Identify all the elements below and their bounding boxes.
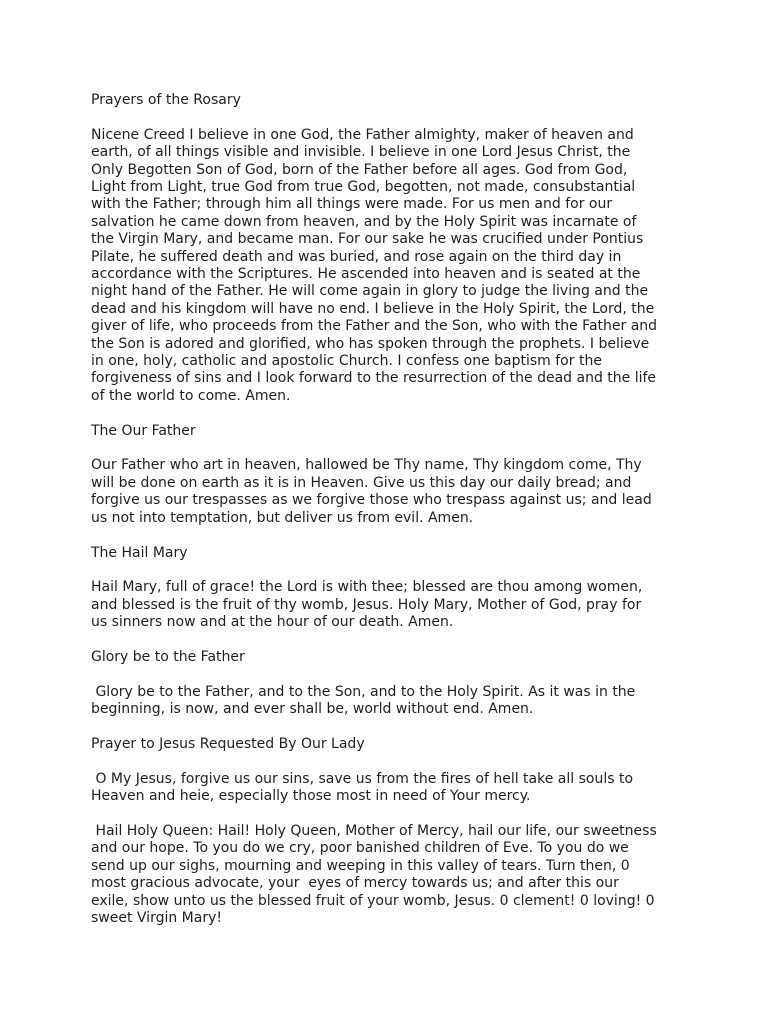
text-line: with the Father; through him all things were made. For us men and for our <box>91 196 613 213</box>
text-line: Nicene Creed I believe in one God, the Father almighty, maker of heaven and <box>91 126 634 143</box>
text-line: forgiveness of sins and I look forward to the resurrection of the dead and the life <box>91 370 657 387</box>
prayer-paragraph <box>91 127 691 406</box>
text-line: and blessed is the fruit of thy womb, Jesus. Holy Mary, Mother of God, pray for <box>91 596 642 613</box>
text-line: exile, show unto us the blessed fruit of your womb, Jesus. 0 clement! 0 loving! 0 <box>91 892 655 909</box>
prayer-paragraph <box>91 684 691 719</box>
text-line: Only Begotten Son of God, born of the Father before all ages. God from God, <box>91 161 628 178</box>
text-line: earth, of all things visible and invisible. I believe in one Lord Jesus Christ, the <box>91 144 631 161</box>
text-line: The Hail Mary <box>91 544 188 561</box>
text-line: in one, holy, catholic and apostolic Church. I confess one baptism for the <box>91 353 602 370</box>
text-line: Pilate, he suffered death and was buried, and rose again on the third day in <box>91 248 622 265</box>
text-line: Glory be to the Father, and to the Son, and to the Holy Spirit. As it was in the <box>91 683 636 700</box>
text-line: most gracious advocate, your eyes of mercy towards us; and after this our <box>91 875 619 892</box>
text-line: salvation he came down from heaven, and by the Holy Spirit was incarnate of <box>91 213 637 230</box>
text-line: the Virgin Mary, and became man. For our sake he was crucified under Pontius <box>91 231 644 248</box>
text-line: Light from Light, true God from true God, begotten, not made, consubstantial <box>91 179 636 196</box>
text-line: sweet Virgin Mary! <box>91 909 222 926</box>
document-body <box>91 92 691 945</box>
text-line: will be done on earth as it is in Heaven. Give us this day our daily bread; and <box>91 474 632 491</box>
prayer-paragraph <box>91 579 691 631</box>
text-line: and our hope. To you do we cry, poor banished children of Eve. To you do we <box>91 840 629 857</box>
text-line: Hail Mary, full of grace! the Lord is with thee; blessed are thou among women, <box>91 579 643 596</box>
text-line: of the world to come. Amen. <box>91 387 291 404</box>
text-line: Heaven and heie, especially those most in need of Your mercy. <box>91 788 531 805</box>
text-line: us sinners now and at the hour of our death. Amen. <box>91 614 454 631</box>
text-line: Glory be to the Father <box>91 648 245 665</box>
text-line: giver of life, who proceeds from the Father and the Son, who with the Father and <box>91 318 658 335</box>
text-line: beginning, is now, and ever shall be, world without end. Amen. <box>91 701 534 718</box>
prayer-paragraph <box>91 457 691 527</box>
text-line: O My Jesus, forgive us our sins, save us from the fires of hell take all souls to <box>91 770 634 787</box>
text-line: us not into temptation, but deliver us from evil. Amen. <box>91 509 474 526</box>
section-heading <box>91 649 691 666</box>
section-heading <box>91 545 691 562</box>
text-line: the Son is adored and glorified, who has spoken through the prophets. I believe <box>91 335 650 352</box>
text-line: Prayer to Jesus Requested By Our Lady <box>91 735 365 752</box>
text-line: Hail Holy Queen: Hail! Holy Queen, Mother of Mercy, hail our life, our sweetness <box>91 822 657 839</box>
text-line: send up our sighs, mourning and weeping in this valley of tears. Turn then, 0 <box>91 857 630 874</box>
text-line: forgive us our trespasses as we forgive those who trespass against us; and lead <box>91 492 652 509</box>
document-title: Prayers of the Rosary <box>91 92 241 108</box>
text-line: The Our Father <box>91 422 196 439</box>
prayer-paragraph <box>91 771 691 806</box>
section-heading <box>91 423 691 440</box>
document-sections <box>91 127 691 928</box>
text-line: night hand of the Father. He will come again in glory to judge the living and the <box>91 283 649 300</box>
prayer-paragraph <box>91 823 691 927</box>
text-line: accordance with the Scriptures. He ascended into heaven and is seated at the <box>91 266 641 283</box>
text-line: dead and his kingdom will have no end. I believe in the Holy Spirit, the Lord, the <box>91 300 655 317</box>
section-heading <box>91 736 691 753</box>
text-line: Our Father who art in heaven, hallowed be Thy name, Thy kingdom come, Thy <box>91 457 642 474</box>
